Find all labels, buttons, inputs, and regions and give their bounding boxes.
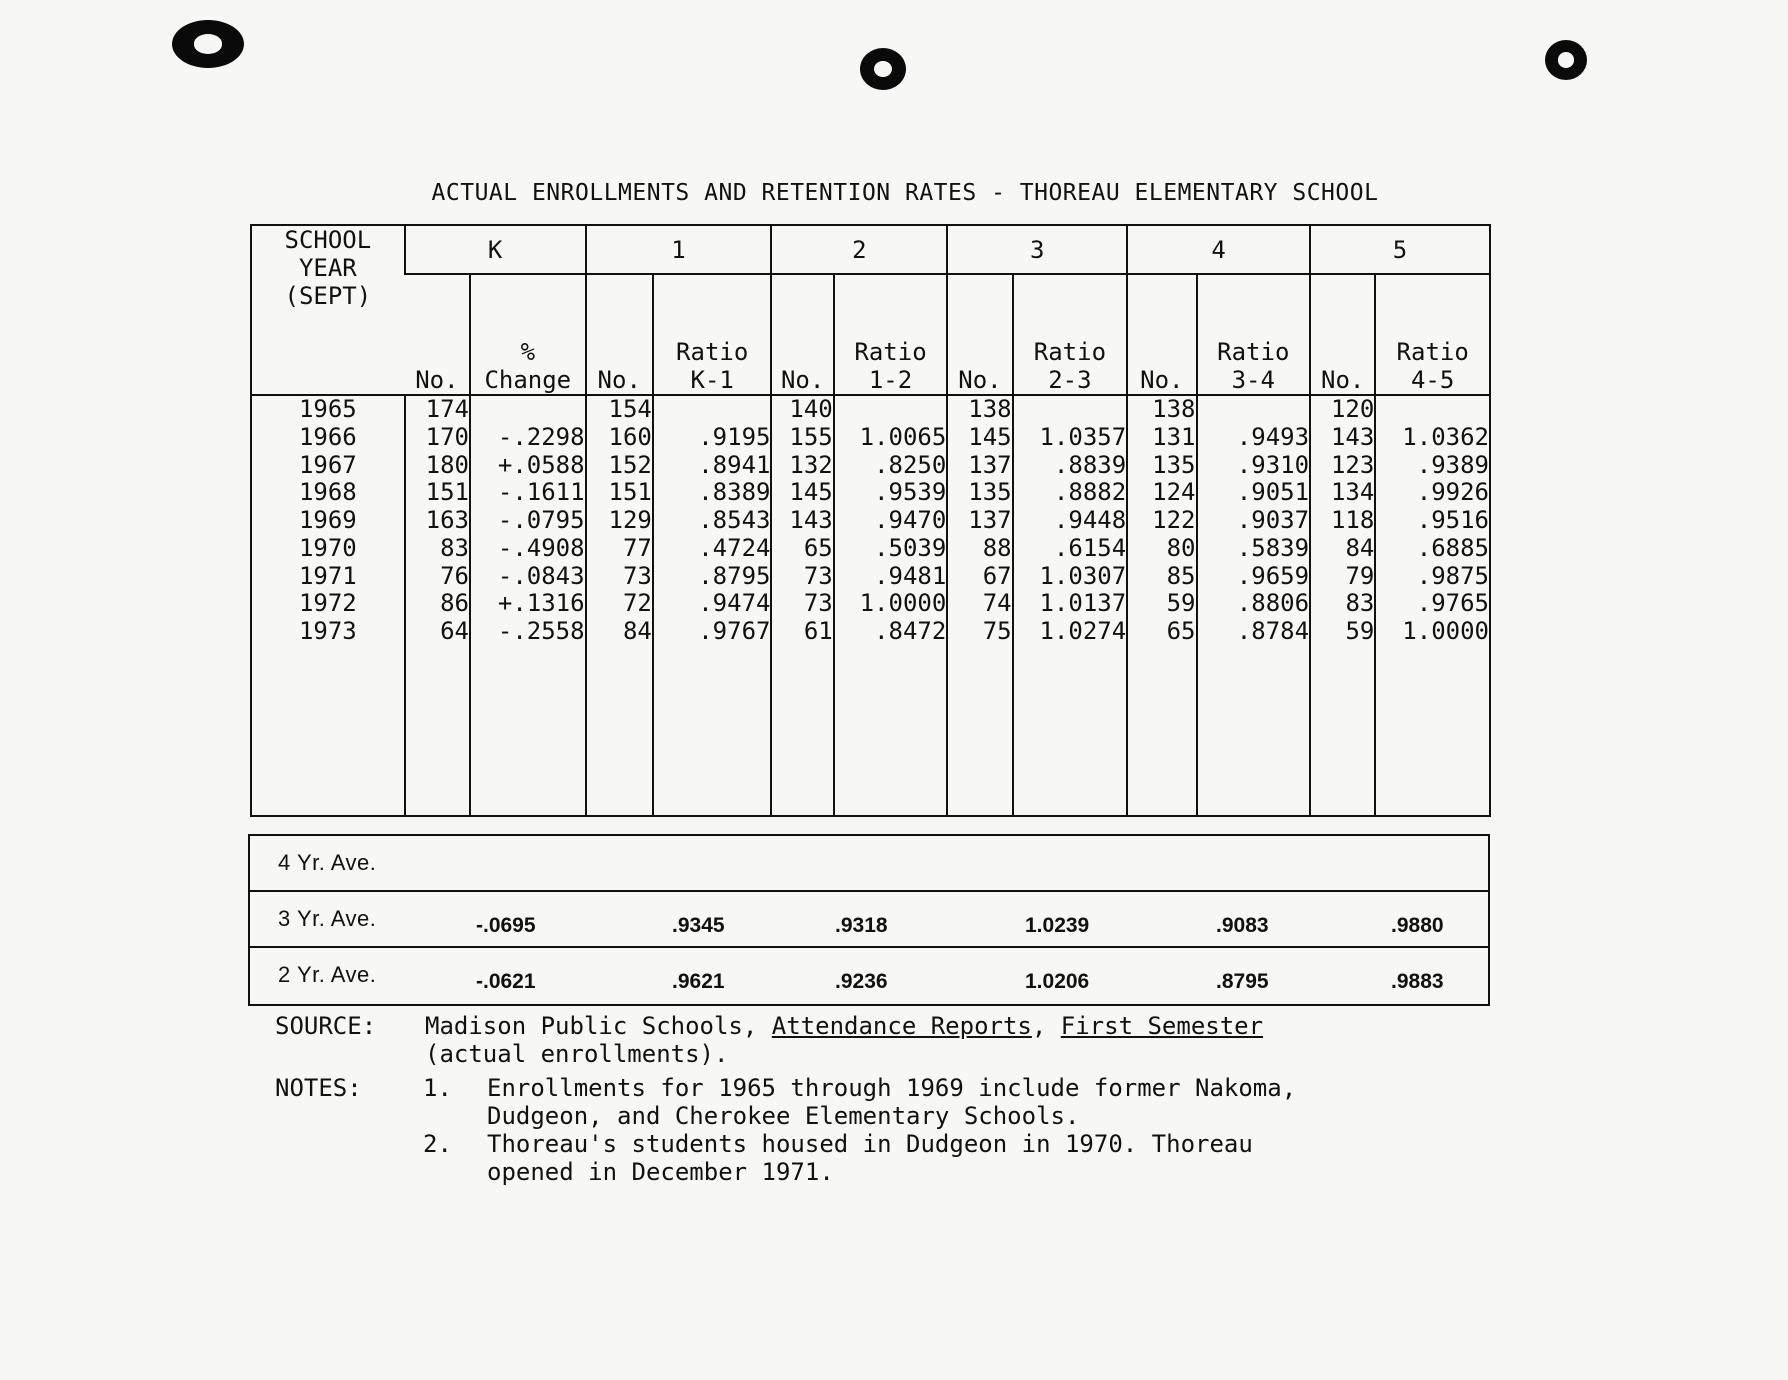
cell-g4-r: .9310 <box>1197 452 1311 480</box>
grade-k-header: K <box>405 226 586 274</box>
cell-g1-r: .8543 <box>653 507 772 535</box>
year-cell: 1973 <box>298 617 357 646</box>
cell-g5-r: .9765 <box>1375 590 1489 618</box>
cell-g3-r: 1.0137 <box>1013 590 1128 618</box>
cell-g5-r: 1.0362 <box>1375 424 1489 452</box>
cell-k-no: 163 <box>405 507 470 535</box>
source-attendance-reports: Attendance Reports <box>771 1012 1032 1040</box>
source-text: Madison Public Schools, <box>425 1012 772 1040</box>
cell-g1-no: 129 <box>586 507 653 535</box>
ratio-34-header: Ratio 3-4 <box>1197 274 1311 394</box>
cell-g4-no: 59 <box>1127 590 1196 618</box>
cell-g2-r <box>834 395 948 424</box>
punch-hole-right <box>1545 40 1587 80</box>
table-row <box>252 535 1489 563</box>
cell-g5-r: .9875 <box>1375 563 1489 591</box>
note-2-text-2: opened in December 1971. <box>487 1158 834 1186</box>
source-line-2: (actual enrollments). <box>425 1040 729 1068</box>
cell-g1-no: 151 <box>586 479 653 507</box>
punch-hole-left <box>172 20 244 68</box>
three-year-average-row <box>250 892 1488 948</box>
cell-g2-no: 65 <box>771 535 833 563</box>
ratio-45-header: Ratio 4-5 <box>1375 274 1489 394</box>
table-row <box>252 618 1489 646</box>
year-cell: 1969 <box>298 506 357 535</box>
page-title: ACTUAL ENROLLMENTS AND RETENTION RATES - THOREAU ELEMENTARY SCHOOL <box>431 180 1379 206</box>
cell-g5-no: 143 <box>1310 424 1375 452</box>
three-year-average-label: 3 Yr. Ave. <box>278 906 377 931</box>
cell-g5-r: .9389 <box>1375 452 1489 480</box>
cell-g2-r: .8472 <box>834 618 948 646</box>
cell-g4-r <box>1197 395 1311 424</box>
year-cell: 1966 <box>298 422 357 451</box>
cell-g3-no: 74 <box>947 590 1012 618</box>
cell-k-chg: -.4908 <box>470 535 586 563</box>
avg-value: .9883 <box>1391 970 1444 993</box>
cell-k-no: 180 <box>405 452 470 480</box>
cell-k-no: 86 <box>405 590 470 618</box>
avg-value: 1.0206 <box>1025 970 1090 993</box>
ratio-23-header: Ratio 2-3 <box>1013 274 1128 394</box>
note-1 <box>275 1074 1297 1102</box>
avg-value: .9236 <box>835 970 888 993</box>
cell-g5-no: 123 <box>1310 452 1375 480</box>
g3-no-header: No. <box>947 274 1012 394</box>
cell-g5-r: .9516 <box>1375 507 1489 535</box>
cell-g1-r: .9767 <box>653 618 772 646</box>
note-2-number: 2. <box>423 1130 452 1158</box>
table-row <box>252 563 1489 591</box>
cell-g3-no: 137 <box>947 507 1012 535</box>
avg-value: .9318 <box>835 914 888 937</box>
cell-g1-r <box>653 395 772 424</box>
empty-table-space <box>252 646 1489 815</box>
school-year-header: SCHOOL YEAR (SEPT) <box>252 226 405 395</box>
cell-g4-no: 138 <box>1127 395 1196 424</box>
cell-k-no: 76 <box>405 563 470 591</box>
g2-no-header: No. <box>771 274 833 394</box>
cell-g4-no: 122 <box>1127 507 1196 535</box>
cell-g2-r: .9470 <box>834 507 948 535</box>
cell-g3-r: .8882 <box>1013 479 1128 507</box>
cell-g2-r: .9539 <box>834 479 948 507</box>
cell-g4-no: 135 <box>1127 452 1196 480</box>
cell-k-no: 83 <box>405 535 470 563</box>
cell-g2-no: 61 <box>771 618 833 646</box>
g1-no-header: No. <box>586 274 653 394</box>
cell-g1-r: .4724 <box>653 535 772 563</box>
cell-g2-r: .9481 <box>834 563 948 591</box>
cell-g3-no: 75 <box>947 618 1012 646</box>
source-first-semester: First Semester <box>1060 1012 1264 1040</box>
cell-g5-no: 118 <box>1310 507 1375 535</box>
year-cell: 1967 <box>298 450 357 479</box>
cell-g3-r <box>1013 395 1128 424</box>
four-year-average-label: 4 Yr. Ave. <box>278 850 377 875</box>
cell-g1-no: 77 <box>586 535 653 563</box>
footer-notes <box>275 1012 1297 1186</box>
cell-k-no: 151 <box>405 479 470 507</box>
cell-k-chg: -.2558 <box>470 618 586 646</box>
grade-3-header: 3 <box>947 226 1127 274</box>
cell-k-no: 170 <box>405 424 470 452</box>
cell-g4-no: 124 <box>1127 479 1196 507</box>
cell-g5-r: 1.0000 <box>1375 618 1489 646</box>
cell-g4-r: .8784 <box>1197 618 1311 646</box>
avg-value: -.0621 <box>476 970 536 993</box>
note-2 <box>275 1130 1253 1158</box>
cell-g1-no: 152 <box>586 452 653 480</box>
cell-g4-no: 131 <box>1127 424 1196 452</box>
cell-g1-r: .8795 <box>653 563 772 591</box>
cell-g5-r: .6885 <box>1375 535 1489 563</box>
note-1-text-2: Dudgeon, and Cherokee Elementary Schools. <box>487 1102 1080 1130</box>
cell-g1-no: 72 <box>586 590 653 618</box>
cell-g1-r: .9195 <box>653 424 772 452</box>
cell-g2-no: 73 <box>771 563 833 591</box>
cell-g5-r <box>1375 395 1489 424</box>
cell-g2-no: 132 <box>771 452 833 480</box>
source-line: SOURCE: Madison Public Schools, Attendance Reports, First Semester <box>275 1012 1264 1040</box>
four-year-average-row <box>250 836 1488 892</box>
cell-g3-r: .8839 <box>1013 452 1128 480</box>
year-cell: 1970 <box>298 533 357 562</box>
cell-g5-no: 120 <box>1310 395 1375 424</box>
cell-g3-r: 1.0307 <box>1013 563 1128 591</box>
table-row <box>252 395 1489 424</box>
enrollment-table <box>250 224 1491 817</box>
cell-g3-no: 135 <box>947 479 1012 507</box>
cell-g2-r: 1.0000 <box>834 590 948 618</box>
k-no-header: No. <box>405 274 470 394</box>
averages-table <box>248 834 1490 1006</box>
cell-g2-no: 143 <box>771 507 833 535</box>
cell-g2-no: 73 <box>771 590 833 618</box>
punch-hole-middle <box>860 48 906 90</box>
cell-g5-no: 79 <box>1310 563 1375 591</box>
cell-g2-no: 155 <box>771 424 833 452</box>
cell-g3-no: 137 <box>947 452 1012 480</box>
cell-g1-r: .8389 <box>653 479 772 507</box>
cell-g4-r: .9493 <box>1197 424 1311 452</box>
cell-k-chg: -.2298 <box>470 424 586 452</box>
cell-k-chg: +.0588 <box>470 452 586 480</box>
cell-g4-r: .8806 <box>1197 590 1311 618</box>
two-year-average-label: 2 Yr. Ave. <box>278 962 377 987</box>
cell-k-chg: -.0843 <box>470 563 586 591</box>
avg-value: .9621 <box>672 970 725 993</box>
cell-g4-r: .9659 <box>1197 563 1311 591</box>
cell-g3-r: .6154 <box>1013 535 1128 563</box>
cell-k-no: 174 <box>405 395 470 424</box>
cell-g1-no: 160 <box>586 424 653 452</box>
cell-g3-r: 1.0357 <box>1013 424 1128 452</box>
source-label: SOURCE: <box>275 1012 377 1040</box>
year-cell: 1972 <box>298 589 357 618</box>
avg-value: .9880 <box>1391 914 1444 937</box>
table-row <box>252 452 1489 480</box>
table-row <box>252 507 1489 535</box>
cell-g5-no: 134 <box>1310 479 1375 507</box>
table-row <box>252 590 1489 618</box>
cell-g3-no: 138 <box>947 395 1012 424</box>
cell-g1-r: .9474 <box>653 590 772 618</box>
grade-2-header: 2 <box>771 226 947 274</box>
avg-value: .9345 <box>672 914 725 937</box>
grade-1-header: 1 <box>586 226 772 274</box>
cell-g4-r: .9037 <box>1197 507 1311 535</box>
cell-g4-r: .9051 <box>1197 479 1311 507</box>
year-cell: 1968 <box>298 478 357 507</box>
grade-4-header: 4 <box>1127 226 1310 274</box>
cell-g2-no: 140 <box>771 395 833 424</box>
cell-g3-no: 67 <box>947 563 1012 591</box>
avg-value: .9083 <box>1216 914 1269 937</box>
table-row <box>252 479 1489 507</box>
cell-g5-no: 59 <box>1310 618 1375 646</box>
avg-value: -.0695 <box>476 914 536 937</box>
cell-g4-no: 80 <box>1127 535 1196 563</box>
cell-k-chg: -.0795 <box>470 507 586 535</box>
cell-g2-r: .8250 <box>834 452 948 480</box>
cell-k-no: 64 <box>405 618 470 646</box>
cell-g1-no: 84 <box>586 618 653 646</box>
cell-g2-r: .5039 <box>834 535 948 563</box>
cell-g3-r: .9448 <box>1013 507 1128 535</box>
cell-g1-no: 154 <box>586 395 653 424</box>
table-row <box>252 424 1489 452</box>
cell-g1-no: 73 <box>586 563 653 591</box>
note-2-text: Thoreau's students housed in Dudgeon in 1970. Thoreau <box>487 1130 1253 1158</box>
cell-k-chg: -.1611 <box>470 479 586 507</box>
cell-k-chg <box>470 395 586 424</box>
g5-no-header: No. <box>1310 274 1375 394</box>
cell-g2-r: 1.0065 <box>834 424 948 452</box>
cell-g3-r: 1.0274 <box>1013 618 1128 646</box>
cell-g5-no: 83 <box>1310 590 1375 618</box>
g4-no-header: No. <box>1127 274 1196 394</box>
cell-g3-no: 88 <box>947 535 1012 563</box>
avg-value: 1.0239 <box>1025 914 1090 937</box>
cell-g4-r: .5839 <box>1197 535 1311 563</box>
year-cell: 1965 <box>298 394 357 423</box>
cell-k-chg: +.1316 <box>470 590 586 618</box>
note-1-text: Enrollments for 1965 through 1969 include former Nakoma, <box>487 1074 1297 1102</box>
year-cell: 1971 <box>298 561 357 590</box>
ratio-12-header: Ratio 1-2 <box>834 274 948 394</box>
cell-g4-no: 85 <box>1127 563 1196 591</box>
grade-5-header: 5 <box>1310 226 1489 274</box>
cell-g2-no: 145 <box>771 479 833 507</box>
notes-label: NOTES: <box>275 1074 362 1102</box>
cell-g5-no: 84 <box>1310 535 1375 563</box>
note-1-number: 1. <box>423 1074 452 1102</box>
cell-g3-no: 145 <box>947 424 1012 452</box>
avg-value: .8795 <box>1216 970 1269 993</box>
cell-g4-no: 65 <box>1127 618 1196 646</box>
cell-g5-r: .9926 <box>1375 479 1489 507</box>
k-change-header: % Change <box>470 274 586 394</box>
cell-g1-r: .8941 <box>653 452 772 480</box>
two-year-average-row <box>250 948 1488 1004</box>
ratio-k1-header: Ratio K-1 <box>653 274 772 394</box>
